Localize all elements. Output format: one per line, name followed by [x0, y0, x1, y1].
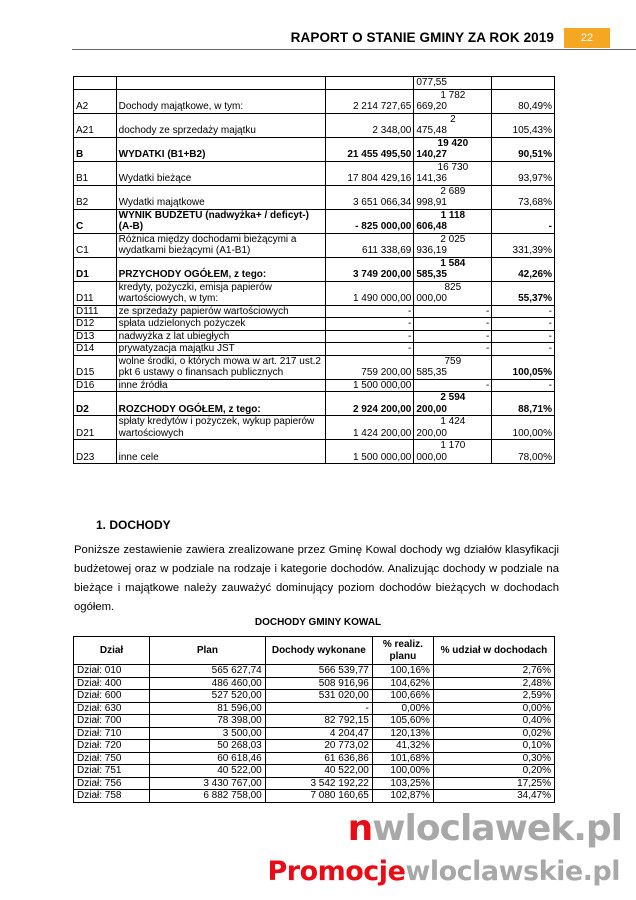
cell-share: 0,40%	[433, 715, 554, 728]
row-plan: 17 804 429,16	[325, 161, 414, 185]
cell-executed: 82 792,15	[265, 715, 372, 728]
row-code: C1	[74, 233, 117, 257]
row-executed	[414, 281, 492, 305]
row-plan: 1 490 000,00	[325, 281, 414, 305]
cell-realization: 100,66%	[372, 690, 433, 703]
cell-share: 2,48%	[433, 677, 554, 690]
table-row	[74, 77, 555, 90]
row-percent: -	[492, 330, 555, 343]
budget-summary-table	[73, 76, 555, 464]
column-header: Dział	[74, 637, 150, 665]
cell-executed: 508 916,96	[265, 677, 372, 690]
row-name: dochody ze sprzedaży majątku	[116, 113, 325, 137]
row-executed	[414, 379, 492, 392]
column-header: Plan	[150, 637, 266, 665]
executed-top: 1 170	[440, 440, 466, 451]
executed-bottom: 475,48	[416, 125, 447, 136]
cell-share: 34,47%	[433, 790, 554, 803]
row-code: D21	[74, 416, 117, 440]
table-row	[74, 185, 555, 209]
executed-bottom: 606,48	[416, 221, 447, 232]
table-row	[74, 379, 555, 392]
row-code: B1	[74, 161, 117, 185]
table-row	[74, 790, 555, 803]
row-plan: 3 651 066,34	[325, 185, 414, 209]
income-by-section-table	[73, 636, 555, 803]
row-name: PRZYCHODY OGÓŁEM, z tego:	[116, 257, 325, 281]
row-executed	[414, 318, 492, 331]
row-name: ROZCHODY OGÓŁEM, z tego:	[116, 392, 325, 416]
cell-plan: 60 618,46	[150, 752, 266, 765]
column-header: % udział w dochodach	[433, 637, 554, 665]
cell-realization: 120,13%	[372, 727, 433, 740]
table-row	[74, 233, 555, 257]
cell-section: Dział: 630	[74, 702, 150, 715]
cell-realization: 100,00%	[372, 765, 433, 778]
cell-plan: 565 627,74	[150, 665, 266, 678]
cell-executed: -	[265, 702, 372, 715]
table-header-row	[74, 637, 555, 665]
row-plan: 2 214 727,65	[325, 89, 414, 113]
row-plan: 2 924 200,00	[325, 392, 414, 416]
cell-section: Dział: 710	[74, 727, 150, 740]
cell-executed: 40 522,00	[265, 765, 372, 778]
executed-bottom: 936,19	[416, 245, 447, 256]
executed-bottom: 140,27	[416, 149, 447, 160]
row-percent: 80,49%	[492, 89, 555, 113]
table-row	[74, 318, 555, 331]
watermark-logo	[267, 808, 628, 900]
table-row	[74, 665, 555, 678]
row-code: B2	[74, 185, 117, 209]
row-code: A2	[74, 89, 117, 113]
row-name: Wydatki majątkowe	[116, 185, 325, 209]
row-code: D15	[74, 355, 117, 379]
executed-top: 16 730	[437, 161, 469, 173]
row-name: WYDATKI (B1+B2)	[116, 137, 325, 161]
executed-top: 1 424	[440, 416, 466, 427]
watermark-line-2: Promocjewloclawskie.pl	[267, 856, 620, 887]
row-percent: 331,39%	[492, 233, 555, 257]
cell-realization: 104,62%	[372, 677, 433, 690]
cell-share: 0,02%	[433, 727, 554, 740]
row-plan: 3 749 200,00	[325, 257, 414, 281]
row-plan: 1 500 000,00	[325, 440, 414, 464]
cell-plan: 486 460,00	[150, 677, 266, 690]
table-row	[74, 343, 555, 356]
row-code: D14	[74, 343, 117, 356]
cell-share: 2,76%	[433, 665, 554, 678]
cell-section: Dział: 758	[74, 790, 150, 803]
table-row	[74, 113, 555, 137]
row-code: D23	[74, 440, 117, 464]
executed-top: 1 782	[440, 89, 466, 101]
cell-section: Dział: 751	[74, 765, 150, 778]
row-executed	[414, 209, 492, 233]
row-name: inne cele	[116, 440, 325, 464]
cell-executed: 566 539,77	[265, 665, 372, 678]
row-percent: 100,05%	[492, 355, 555, 379]
cell-realization: 0,00%	[372, 702, 433, 715]
section-heading: 1. DOCHODY	[96, 518, 171, 532]
cell-executed: 20 773,02	[265, 740, 372, 753]
row-name: prywatyzacja majątku JST	[116, 343, 325, 356]
row-code: D13	[74, 330, 117, 343]
column-header: % realiz. planu	[372, 637, 433, 665]
table-row	[74, 137, 555, 161]
cell-section: Dział: 400	[74, 677, 150, 690]
table-row	[74, 416, 555, 440]
row-name: wolne środki, o których mowa w art. 217 ust.2 pkt 6 ustawy o finansach publicznych	[116, 355, 325, 379]
table-row	[74, 702, 555, 715]
cell-executed: 4 204,47	[265, 727, 372, 740]
column-header: Dochody wykonane	[265, 637, 372, 665]
table-row	[74, 89, 555, 113]
table-row	[74, 765, 555, 778]
row-executed	[414, 416, 492, 440]
executed-top: 1 584	[440, 257, 466, 269]
executed-bottom: 669,20	[416, 101, 447, 112]
row-code	[74, 77, 117, 90]
row-percent: -	[492, 305, 555, 318]
row-name: inne źródła	[116, 379, 325, 392]
table-row	[74, 740, 555, 753]
cell-share: 0,20%	[433, 765, 554, 778]
executed-bottom: -	[486, 379, 490, 391]
row-percent	[492, 77, 555, 90]
cell-plan: 3 430 767,00	[150, 777, 266, 790]
row-percent: 78,00%	[492, 440, 555, 464]
cell-section: Dział: 010	[74, 665, 150, 678]
cell-realization: 103,25%	[372, 777, 433, 790]
row-name: Różnica między dochodami bieżącymi a wydatkami bieżącymi (A1-B1)	[116, 233, 325, 257]
executed-top: 2 594	[440, 392, 466, 403]
table-row	[74, 392, 555, 416]
executed-top: 19 420	[437, 137, 469, 149]
row-percent: 42,26%	[492, 257, 555, 281]
page-number-badge: 22	[564, 28, 610, 48]
cell-executed: 531 020,00	[265, 690, 372, 703]
row-plan: 2 348,00	[325, 113, 414, 137]
row-code: D16	[74, 379, 117, 392]
row-executed	[414, 355, 492, 379]
row-code: A21	[74, 113, 117, 137]
row-executed	[414, 343, 492, 356]
header-divider	[72, 49, 636, 50]
row-percent: -	[492, 379, 555, 392]
executed-bottom: 585,35	[416, 269, 447, 280]
cell-plan: 50 268,03	[150, 740, 266, 753]
cell-share: 0,00%	[433, 702, 554, 715]
row-plan: 759 200,00	[325, 355, 414, 379]
cell-section: Dział: 720	[74, 740, 150, 753]
table-row	[74, 752, 555, 765]
table-row	[74, 355, 555, 379]
cell-plan: 527 520,00	[150, 690, 266, 703]
table-row	[74, 777, 555, 790]
row-code: D2	[74, 392, 117, 416]
row-code: D11	[74, 281, 117, 305]
cell-plan: 6 882 758,00	[150, 790, 266, 803]
row-percent: 105,43%	[492, 113, 555, 137]
cell-section: Dział: 756	[74, 777, 150, 790]
table-row	[74, 209, 555, 233]
cell-realization: 102,87%	[372, 790, 433, 803]
row-name: nadwyżka z lat ubiegłych	[116, 330, 325, 343]
row-executed	[414, 305, 492, 318]
table-row	[74, 257, 555, 281]
row-name: Dochody majątkowe, w tym:	[116, 89, 325, 113]
table-row	[74, 305, 555, 318]
cell-realization: 41,32%	[372, 740, 433, 753]
row-percent: -	[492, 318, 555, 331]
table-row	[74, 677, 555, 690]
row-executed	[414, 440, 492, 464]
row-code: B	[74, 137, 117, 161]
cell-realization: 100,16%	[372, 665, 433, 678]
table-row	[74, 690, 555, 703]
row-plan: 21 455 495,50	[325, 137, 414, 161]
executed-bottom: -	[486, 330, 490, 342]
row-plan	[325, 77, 414, 90]
row-executed	[414, 185, 492, 209]
row-percent: 90,51%	[492, 137, 555, 161]
row-executed	[414, 257, 492, 281]
cell-plan: 81 596,00	[150, 702, 266, 715]
executed-bottom: 000,00	[416, 293, 447, 304]
executed-top: 2 689	[440, 185, 466, 197]
row-code: D12	[74, 318, 117, 331]
row-plan: 1 500 000,00	[325, 379, 414, 392]
row-percent: -	[492, 343, 555, 356]
cell-section: Dział: 700	[74, 715, 150, 728]
row-plan: 1 424 200,00	[325, 416, 414, 440]
cell-section: Dział: 750	[74, 752, 150, 765]
cell-realization: 101,68%	[372, 752, 433, 765]
row-plan: -	[325, 330, 414, 343]
row-executed	[414, 330, 492, 343]
cell-plan: 78 398,00	[150, 715, 266, 728]
cell-executed: 7 080 160,65	[265, 790, 372, 803]
row-name: kredyty, pożyczki, emisja papierów wartościowych, w tym:	[116, 281, 325, 305]
row-plan: -	[325, 318, 414, 331]
executed-top: 2	[450, 113, 456, 125]
row-percent: 73,68%	[492, 185, 555, 209]
table-row	[74, 161, 555, 185]
executed-top: 759	[444, 355, 462, 367]
executed-bottom: 585,35	[416, 367, 447, 378]
cell-plan: 40 522,00	[150, 765, 266, 778]
executed-bottom: 077,55	[416, 77, 447, 88]
row-code: C	[74, 209, 117, 233]
row-executed	[414, 113, 492, 137]
executed-bottom: 000,00	[416, 451, 447, 463]
row-plan: -	[325, 343, 414, 356]
row-percent: -	[492, 209, 555, 233]
executed-bottom: 141,36	[416, 173, 447, 184]
row-name	[116, 77, 325, 90]
executed-top: 1 118	[440, 209, 466, 221]
executed-bottom: -	[486, 305, 490, 317]
row-code: D111	[74, 305, 117, 318]
cell-section: Dział: 600	[74, 690, 150, 703]
page-header	[0, 28, 636, 50]
row-executed	[414, 392, 492, 416]
cell-plan: 3 500,00	[150, 727, 266, 740]
row-executed	[414, 137, 492, 161]
row-percent: 100,00%	[492, 416, 555, 440]
row-name: Wydatki bieżące	[116, 161, 325, 185]
cell-share: 2,59%	[433, 690, 554, 703]
table-row	[74, 715, 555, 728]
row-name: spłata udzielonych pożyczek	[116, 318, 325, 331]
row-percent: 55,37%	[492, 281, 555, 305]
row-executed	[414, 89, 492, 113]
row-executed	[414, 161, 492, 185]
section-paragraph: Poniższe zestawienie zawiera zrealizowane przez Gminę Kowal dochody wg działów klasyfikacji budżetowej oraz w podziale na rodzaje i kategorie dochodów. Analizując dochody w podziale na bieżące i majątkowe należy zauważyć dominujący poziom dochodów bieżących w dochodach ogółem.	[74, 544, 559, 613]
row-plan: -	[325, 305, 414, 318]
report-title: RAPORT O STANIE GMINY ZA ROK 2019	[290, 30, 554, 45]
row-code: D1	[74, 257, 117, 281]
executed-bottom: 200,00	[416, 403, 447, 415]
executed-bottom: -	[486, 318, 490, 329]
executed-bottom: -	[486, 343, 490, 354]
table-row	[74, 440, 555, 464]
row-percent: 93,97%	[492, 161, 555, 185]
row-name: WYNIK BUDŻETU (nadwyżka+ / deficyt-) (A-B)	[116, 209, 325, 233]
row-plan: 611 338,69	[325, 233, 414, 257]
row-percent: 88,71%	[492, 392, 555, 416]
row-name: ze sprzedaży papierów wartościowych	[116, 305, 325, 318]
cell-share: 0,10%	[433, 740, 554, 753]
table-row	[74, 330, 555, 343]
watermark-line-1: nwloclawek.pl	[347, 808, 622, 849]
cell-realization: 105,60%	[372, 715, 433, 728]
cell-share: 0,30%	[433, 752, 554, 765]
table-row	[74, 281, 555, 305]
row-executed	[414, 233, 492, 257]
executed-bottom: 998,91	[416, 197, 447, 208]
row-executed	[414, 77, 492, 90]
cell-executed: 61 636,86	[265, 752, 372, 765]
executed-bottom: 200,00	[416, 427, 447, 439]
row-plan: - 825 000,00	[325, 209, 414, 233]
row-name: spłaty kredytów i pożyczek, wykup papierów wartościowych	[116, 416, 325, 440]
cell-share: 17,25%	[433, 777, 554, 790]
income-table-title: DOCHODY GMINY KOWAL	[254, 617, 382, 628]
cell-executed: 3 542 192,22	[265, 777, 372, 790]
table-row	[74, 727, 555, 740]
executed-top: 2 025	[440, 233, 466, 245]
executed-top: 825	[444, 281, 462, 293]
